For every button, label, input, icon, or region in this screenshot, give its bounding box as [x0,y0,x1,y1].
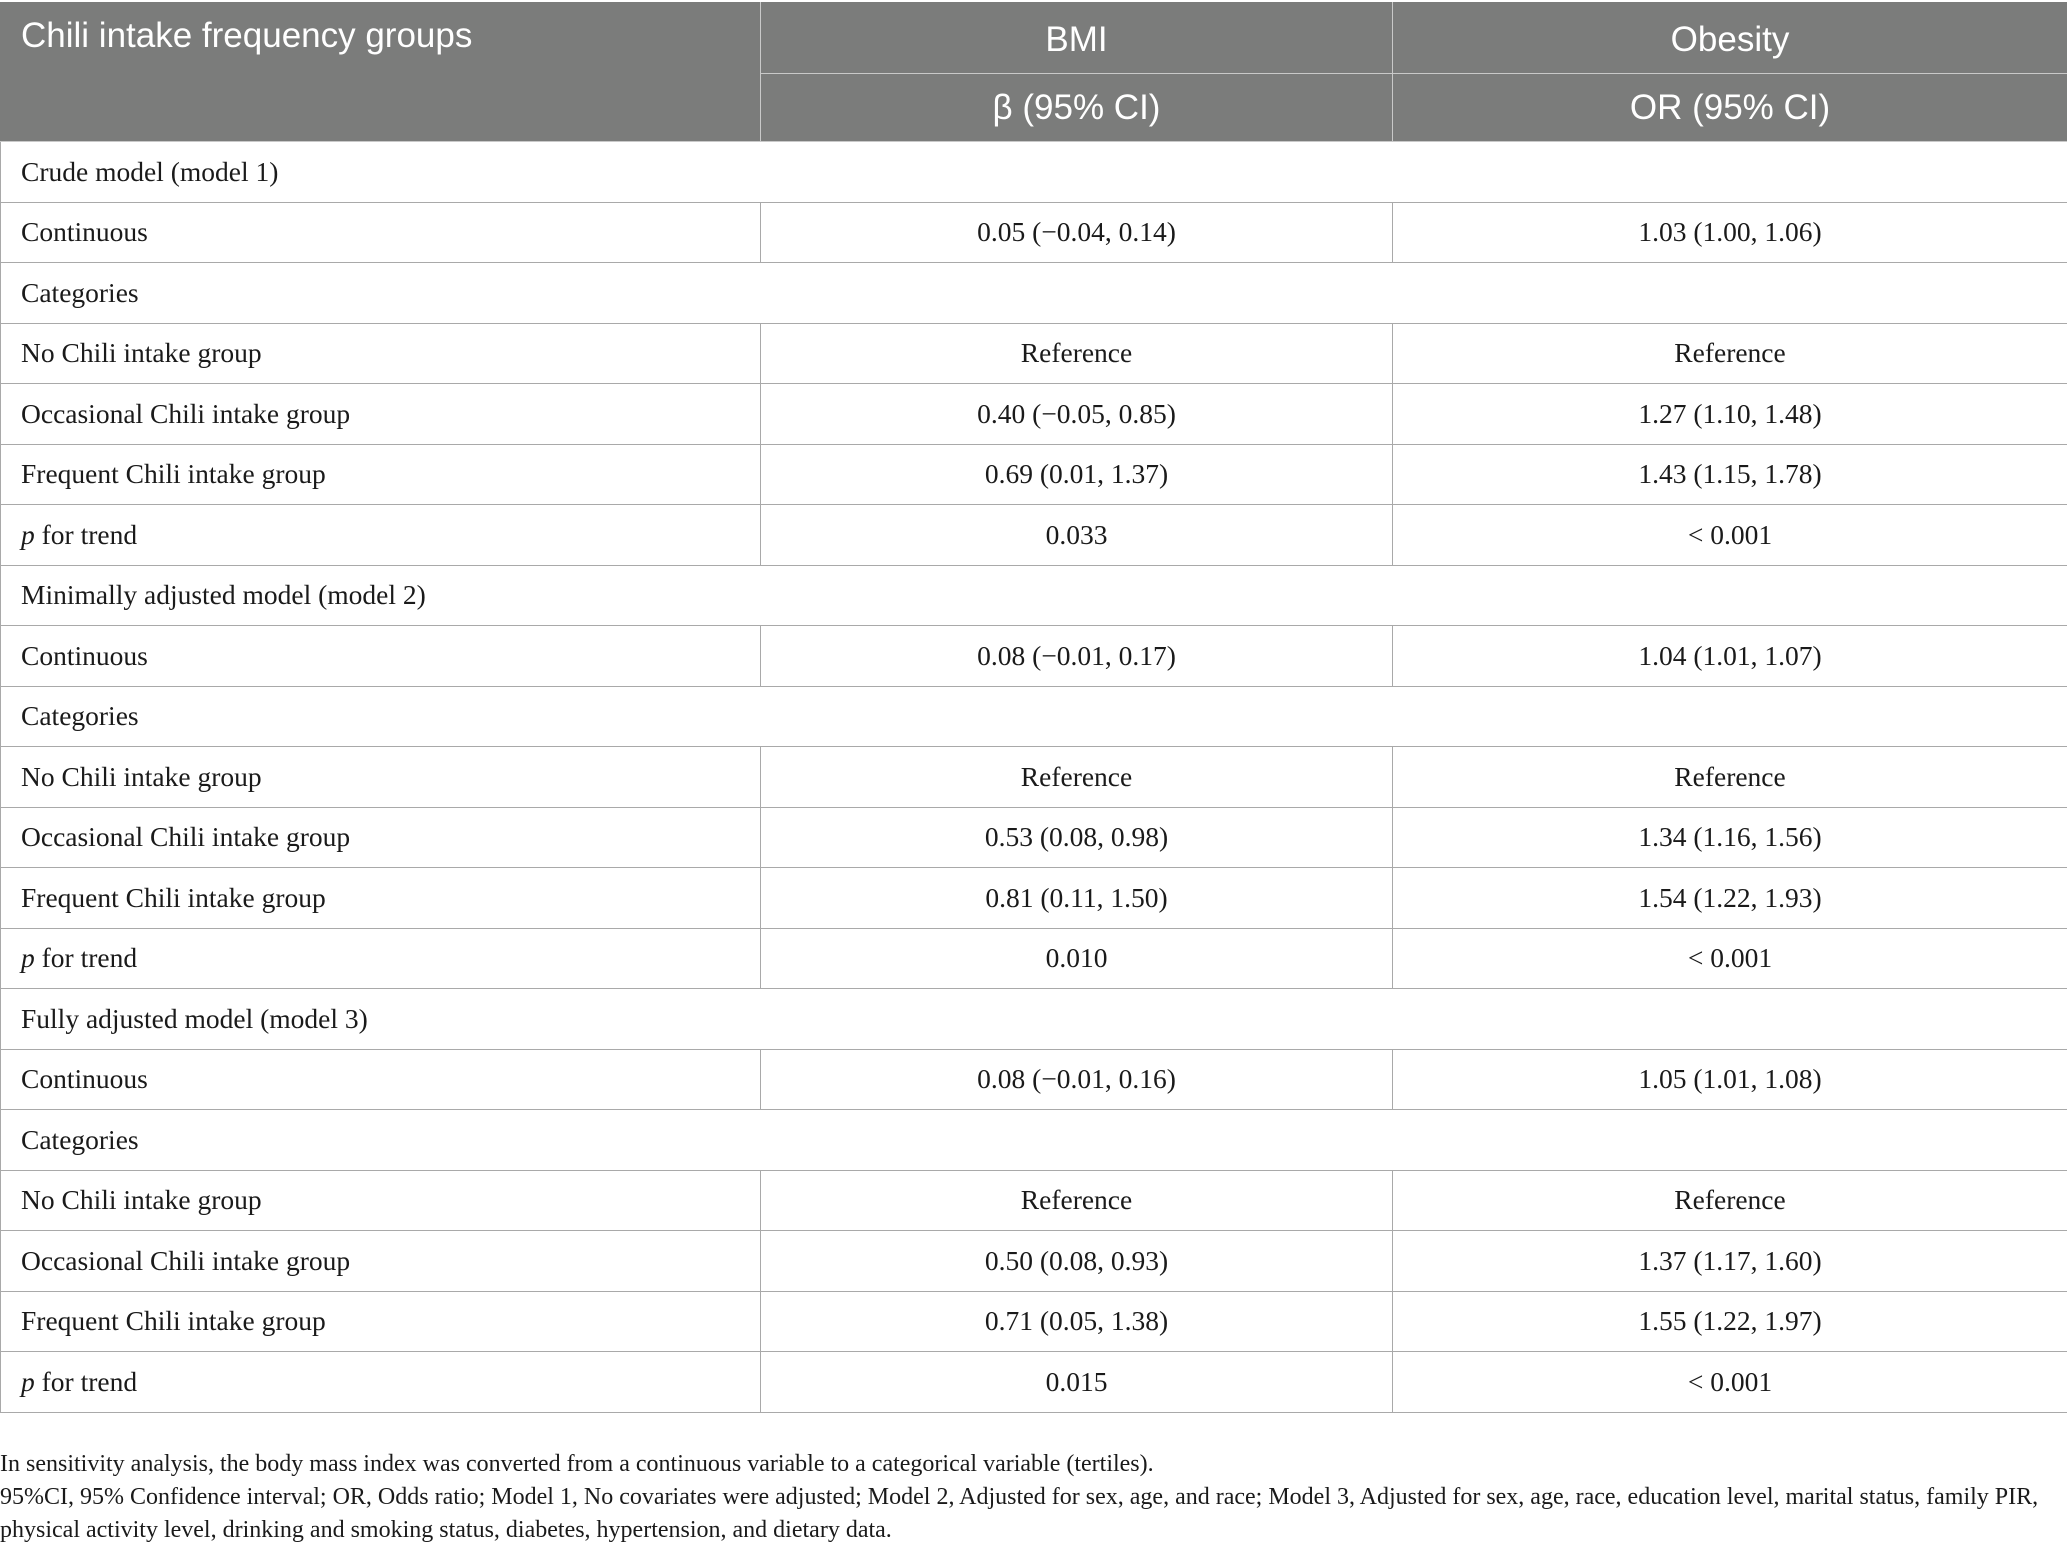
bmi-value: Reference [761,323,1393,384]
categories-row [1,1110,2067,1171]
obesity-trend-value: < 0.001 [1393,505,2067,566]
table-header [1,2,2067,142]
obesity-value: 1.04 (1.01, 1.07) [1393,626,2067,687]
bmi-value: 0.69 (0.01, 1.37) [761,444,1393,505]
row-label: No Chili intake group [1,747,761,808]
row-label: Occasional Chili intake group [1,384,761,445]
results-table-container [0,2,2067,1413]
bmi-value: Reference [761,747,1393,808]
row-label: Occasional Chili intake group [1,807,761,868]
footnote-sensitivity: In sensitivity analysis, the body mass index was converted from a continuous variable to a categorical variable (tertiles). [0,1451,1154,1477]
obesity-value: Reference [1393,323,2067,384]
obesity-trend-value: < 0.001 [1393,1352,2067,1413]
p-symbol: p [21,518,35,550]
row-label: Continuous [1,1049,761,1110]
table-footnotes [0,1448,2050,1547]
model-title: Fully adjusted model (model 3) [1,989,2067,1050]
table-body [1,142,2067,1413]
trend-label [1,1352,761,1413]
obesity-value: 1.05 (1.01, 1.08) [1393,1049,2067,1110]
table-row [1,202,2067,263]
row-label: Frequent Chili intake group [1,1291,761,1352]
obesity-value: 1.37 (1.17, 1.60) [1393,1231,2067,1292]
model-title: Crude model (model 1) [1,142,2067,203]
row-label: Occasional Chili intake group [1,1231,761,1292]
row-label: No Chili intake group [1,323,761,384]
obesity-trend-value: < 0.001 [1393,928,2067,989]
categories-label: Categories [1,686,2067,747]
categories-row [1,263,2067,324]
footnote-abbreviations: 95%CI, 95% Confidence interval; OR, Odds ratio; Model 1, No covariates were adjusted; Model 2, Adjusted for sex, age, and race; Model 3, Adjusted for sex, age, race, education level, marital status, family PIR, physical activity level, drinking and smoking status, diabetes, hypertension, and dietary data. [0,1484,2039,1543]
row-label: Frequent Chili intake group [1,444,761,505]
trend-text: for trend [34,518,138,550]
obesity-value: Reference [1393,747,2067,808]
bmi-value: 0.81 (0.11, 1.50) [761,868,1393,929]
table-row [1,1049,2067,1110]
table-row [1,747,2067,808]
bmi-trend-value: 0.033 [761,505,1393,566]
obesity-value: 1.55 (1.22, 1.97) [1393,1291,2067,1352]
obesity-value: Reference [1393,1170,2067,1231]
model-title: Minimally adjusted model (model 2) [1,565,2067,626]
row-label: Continuous [1,626,761,687]
obesity-value: 1.43 (1.15, 1.78) [1393,444,2067,505]
trend-text: for trend [34,942,138,974]
table-row [1,384,2067,445]
trend-row [1,928,2067,989]
bmi-value: 0.40 (−0.05, 0.85) [761,384,1393,445]
categories-label: Categories [1,263,2067,324]
header-chili-groups: Chili intake frequency groups [1,2,761,142]
row-label: Continuous [1,202,761,263]
bmi-value: 0.08 (−0.01, 0.16) [761,1049,1393,1110]
table-row [1,626,2067,687]
row-label: No Chili intake group [1,1170,761,1231]
model-section-row [1,989,2067,1050]
header-obesity-subheading: OR (95% CI) [1393,74,2067,142]
obesity-value: 1.34 (1.16, 1.56) [1393,807,2067,868]
results-table [0,2,2067,1413]
bmi-value: 0.08 (−0.01, 0.17) [761,626,1393,687]
bmi-trend-value: 0.015 [761,1352,1393,1413]
p-symbol: p [21,942,35,974]
trend-row [1,505,2067,566]
bmi-trend-value: 0.010 [761,928,1393,989]
obesity-value: 1.03 (1.00, 1.06) [1393,202,2067,263]
model-section-row [1,565,2067,626]
header-bmi: BMI [761,2,1393,74]
table-row [1,323,2067,384]
categories-label: Categories [1,1110,2067,1171]
bmi-value: Reference [761,1170,1393,1231]
bmi-value: 0.71 (0.05, 1.38) [761,1291,1393,1352]
table-row [1,807,2067,868]
bmi-value: 0.05 (−0.04, 0.14) [761,202,1393,263]
obesity-value: 1.54 (1.22, 1.93) [1393,868,2067,929]
table-row [1,1231,2067,1292]
table-row [1,868,2067,929]
trend-label [1,505,761,566]
table-row [1,444,2067,505]
categories-row [1,686,2067,747]
p-symbol: p [21,1365,35,1397]
table-row [1,1170,2067,1231]
obesity-value: 1.27 (1.10, 1.48) [1393,384,2067,445]
trend-row [1,1352,2067,1413]
bmi-value: 0.53 (0.08, 0.98) [761,807,1393,868]
trend-text: for trend [34,1365,138,1397]
trend-label [1,928,761,989]
header-bmi-subheading: β (95% CI) [761,74,1393,142]
header-obesity: Obesity [1393,2,2067,74]
row-label: Frequent Chili intake group [1,868,761,929]
table-row [1,1291,2067,1352]
bmi-value: 0.50 (0.08, 0.93) [761,1231,1393,1292]
model-section-row [1,142,2067,203]
